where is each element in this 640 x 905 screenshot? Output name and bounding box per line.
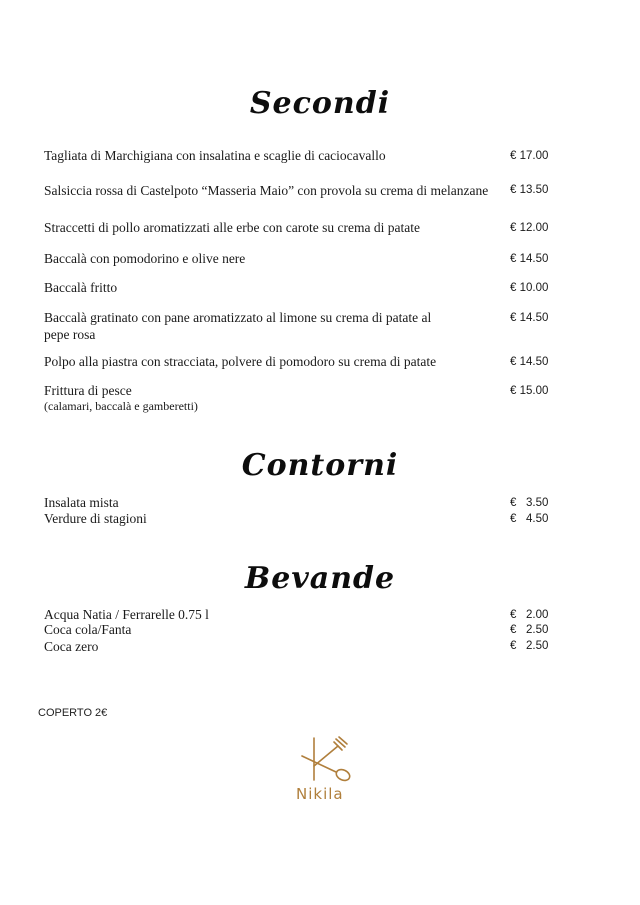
menu-item-price: € 2.50 [510, 624, 549, 636]
section-title-contorni: Contorni [241, 448, 399, 483]
menu-item-price: € 12.00 [510, 222, 549, 234]
menu-item-name: Tagliata di Marchigiana con insalatina e scaglie di caciocavallo [44, 148, 386, 163]
logo-wordmark: Nikila [296, 785, 344, 803]
menu-item-price: € 14.50 [510, 312, 549, 324]
menu-item-name: Straccetti di pollo aromatizzati alle erbe con carote su crema di patate [44, 220, 420, 235]
menu-item-name: Baccalà fritto [44, 280, 118, 295]
menu-item-price: € 3.50 [510, 497, 549, 509]
menu-item-price: € 14.50 [510, 356, 549, 368]
menu-item-price: € 13.50 [510, 184, 549, 196]
menu-item-name: Baccalà con pomodorino e olive nere [44, 251, 246, 266]
menu-item-note: (calamari, baccalà e gamberetti) [44, 399, 198, 413]
menu-item-name: Insalata mista [44, 495, 119, 510]
section-title-secondi: Secondi [249, 86, 391, 121]
menu-item-name: Polpo alla piastra con stracciata, polvere di pomodoro su crema di patate [44, 354, 437, 369]
coperto-note: COPERTO 2€ [38, 707, 108, 719]
menu-item-name: Frittura di pesce [44, 383, 132, 398]
menu-item-price: € 17.00 [510, 150, 549, 162]
menu-item-name: Salsiccia rossa di Castelpoto “Masseria Maio” con provola su crema di melanzane [44, 183, 489, 198]
menu-item-price: € 2.50 [510, 640, 549, 652]
menu-item-price: € 14.50 [510, 253, 549, 265]
section-title-bevande: Bevande [244, 561, 396, 596]
menu-item-name: Coca zero [44, 639, 99, 654]
menu-item-price: € 2.00 [510, 609, 549, 621]
menu-item-name: Baccalà gratinato con pane aromatizzato al limone su crema di patate al pepe rosa [44, 310, 432, 342]
menu-item-price: € 10.00 [510, 282, 549, 294]
menu-item-price: € 4.50 [510, 513, 549, 525]
menu-item-name: Coca cola/Fanta [44, 622, 132, 637]
menu-item-price: € 15.00 [510, 385, 549, 397]
menu-item-name: Acqua Natia / Ferrarelle 0.75 l [44, 607, 209, 622]
menu-item-name: Verdure di stagioni [44, 511, 147, 526]
